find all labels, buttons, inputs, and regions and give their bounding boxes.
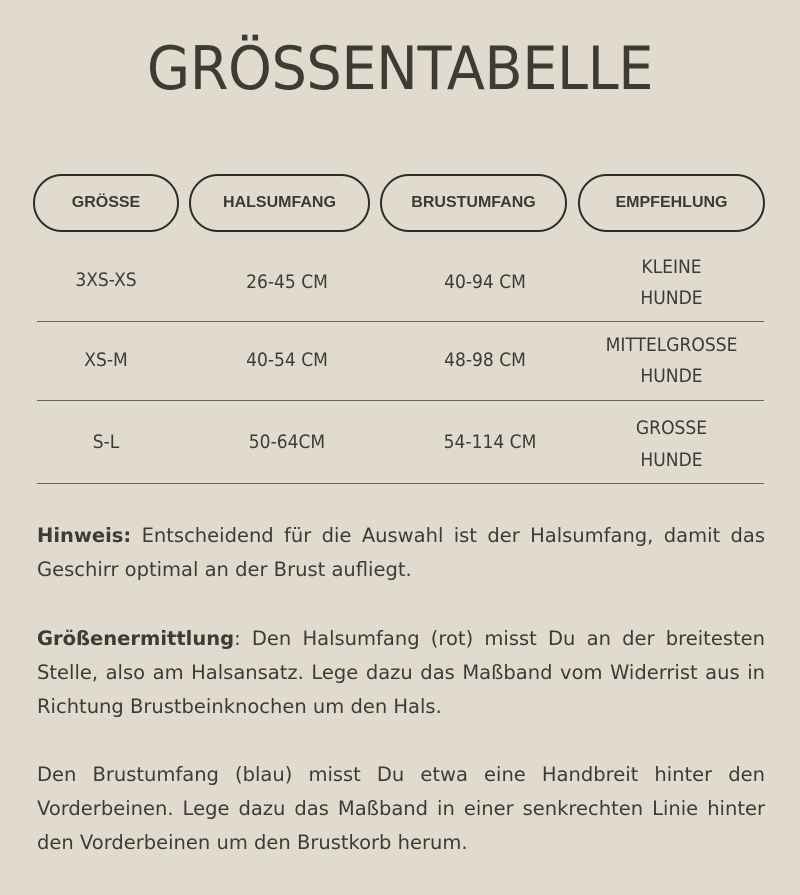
cell-chest: 54-114 CM [443, 431, 537, 453]
cell-neck: 26-45 CM [246, 271, 328, 293]
measurement-label: Größenermittlung [37, 627, 235, 650]
hint-label: Hinweis: [37, 524, 132, 547]
page-title: GRÖSSENTABELLE [146, 34, 654, 104]
header-size: GRÖSSE [33, 174, 179, 232]
row-divider [37, 483, 764, 484]
measurement-paragraph [37, 622, 765, 724]
cell-recommendation-line2: HUNDE [640, 287, 703, 309]
cell-size: S-L [92, 431, 120, 453]
cell-neck: 40-54 CM [246, 349, 328, 371]
measurement-text: : Den Halsumfang (rot) misst Du an der breitesten Stelle, also am Halsansatz. Lege dazu das Maßband vom Widerrist aus in Richtung Brustbeinknochen um den Hals. [37, 627, 765, 718]
row-divider [37, 321, 764, 322]
cell-recommendation-line1: KLEINE [641, 256, 702, 278]
cell-size: 3XS-XS [75, 269, 137, 291]
cell-recommendation-line2: HUNDE [640, 449, 703, 471]
cell-chest: 48-98 CM [444, 349, 526, 371]
header-recommendation: EMPFEHLUNG [578, 174, 765, 232]
hint-text: Entscheidend für die Auswahl ist der Halsumfang, damit das Geschirr optimal an der Brust aufliegt. [37, 524, 765, 581]
cell-recommendation-line1: MITTELGROSSE [605, 334, 738, 356]
header-chest: BRUSTUMFANG [380, 174, 567, 232]
cell-neck: 50-64CM [248, 431, 326, 453]
cell-recommendation-line2: HUNDE [640, 365, 703, 387]
chest-paragraph: Den Brustumfang (blau) misst Du etwa eine Handbreit hinter den Vorderbeinen. Lege dazu das Maßband in einer senkrechten Linie hinter den Vorderbeinen um den Brustkorb herum. [37, 763, 765, 854]
row-divider [37, 400, 764, 401]
hint-paragraph [37, 519, 765, 587]
header-neck: HALSUMFANG [189, 174, 370, 232]
cell-chest: 40-94 CM [444, 271, 526, 293]
cell-recommendation-line1: GROSSE [635, 417, 708, 439]
cell-size: XS-M [84, 349, 128, 371]
